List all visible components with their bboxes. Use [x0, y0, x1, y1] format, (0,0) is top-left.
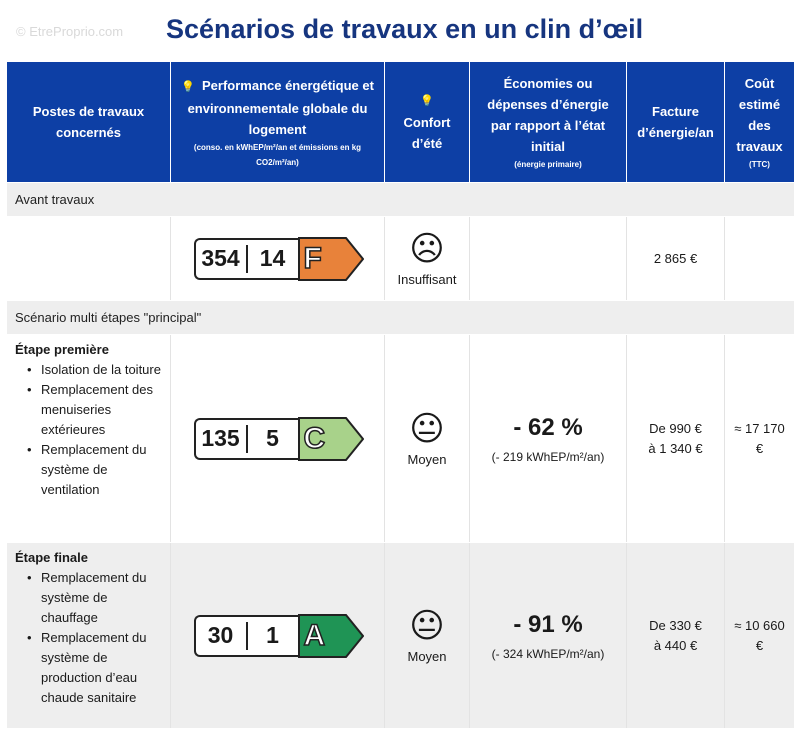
- scenarios-table: [6, 61, 795, 729]
- bill-value: De 990 € à 1 340 €: [627, 335, 725, 543]
- lightbulb-icon: 💡: [181, 80, 195, 93]
- table-row: [7, 335, 795, 543]
- neutral-face-icon: 😐︎: [409, 410, 445, 448]
- emission-value: 1: [266, 622, 279, 648]
- energy-label: [171, 418, 384, 460]
- neutral-face-icon: 😐︎: [409, 607, 445, 645]
- step-works: [7, 335, 171, 543]
- emission-value: 14: [259, 245, 286, 271]
- class-letter: A: [303, 618, 326, 652]
- comfort-label: Moyen: [407, 452, 447, 467]
- step-works: [7, 543, 171, 729]
- step-title: Étape première: [15, 342, 109, 357]
- header-savings: Économies ou dépenses d’énergie par rapport à l’état initial (énergie primaire): [470, 62, 627, 183]
- header-cost: Coût estimé des travaux (TTC): [725, 62, 795, 183]
- list-item: • Remplacement des menuiseries extérieures: [25, 380, 164, 440]
- savings-detail: (- 324 kWhEP/m²/an): [491, 646, 605, 661]
- class-letter: F: [303, 241, 322, 275]
- energy-label: [171, 615, 384, 657]
- list-item: • Remplacement du système de chauffage: [25, 568, 164, 628]
- header-performance-note: (conso. en kWhEP/m²/an et émissions en kg CO2/m²/an): [193, 142, 362, 167]
- conso-value: 30: [207, 622, 234, 648]
- lightbulb-icon: 💡: [420, 94, 434, 107]
- emission-value: 5: [266, 425, 279, 451]
- header-works: Postes de travaux concernés: [7, 62, 171, 183]
- header-comfort: 💡 Confort d’été: [385, 62, 470, 183]
- list-item: • Remplacement du système de production d’eau chaude sanitaire: [25, 628, 164, 708]
- section-scenario: Scénario multi étapes "principal": [7, 301, 795, 335]
- list-item: • Isolation de la toiture: [25, 360, 164, 380]
- header-performance: 💡 Performance énergétique et environnementale globale du logement (conso. en kWhEP/m²/an et émissions en kg CO2/m²/an): [171, 62, 385, 183]
- step-title: Étape finale: [15, 550, 88, 565]
- section-before: Avant travaux: [7, 183, 795, 217]
- savings-percent: - 91 %: [513, 610, 583, 638]
- class-arrow: [298, 615, 362, 657]
- cost-value: ≈ 17 170 €: [725, 335, 795, 543]
- bill-value: 2 865 €: [627, 217, 725, 301]
- header-bill: Facture d’énergie/an: [627, 62, 725, 183]
- savings-detail: (- 219 kWhEP/m²/an): [491, 449, 605, 464]
- class-arrow: [298, 418, 362, 460]
- comfort-label: Moyen: [407, 649, 447, 664]
- header-cost-note: (TTC): [749, 159, 770, 169]
- savings-percent: - 62 %: [513, 413, 583, 441]
- table-header-row: [7, 62, 795, 183]
- table-row: [7, 217, 795, 301]
- energy-label: [171, 238, 384, 280]
- list-item: • Remplacement du système de ventilation: [25, 440, 164, 500]
- conso-value: 354: [201, 245, 240, 271]
- bill-value: De 330 € à 440 €: [627, 543, 725, 729]
- sad-face-icon: ☹: [409, 230, 445, 268]
- class-arrow: [298, 238, 362, 280]
- header-savings-note: (énergie primaire): [514, 159, 582, 169]
- page-title: Scénarios de travaux en un clin d’œil: [166, 14, 644, 44]
- class-letter: C: [303, 421, 326, 455]
- table-row: [7, 543, 795, 729]
- cost-value: ≈ 10 660 €: [725, 543, 795, 729]
- comfort-label: Insuffisant: [397, 272, 457, 287]
- conso-value: 135: [201, 425, 240, 451]
- watermark: © EtreProprio.com: [16, 24, 124, 39]
